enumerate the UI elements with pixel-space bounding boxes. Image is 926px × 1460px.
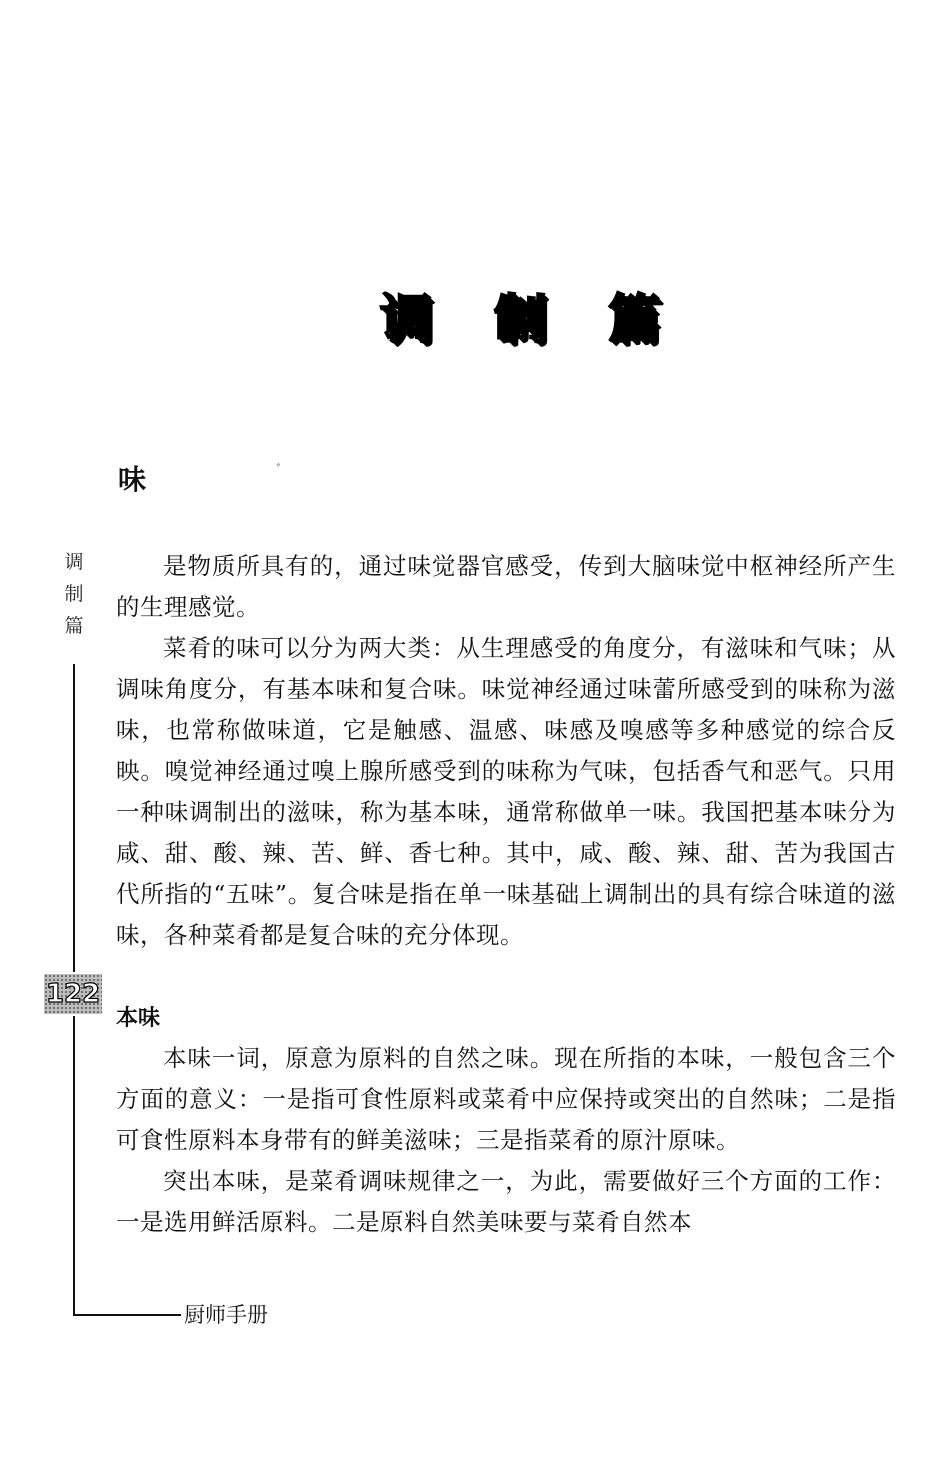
sub-heading: 本味 — [116, 1006, 161, 1031]
margin-rule-top — [73, 664, 75, 972]
side-chapter-label — [62, 546, 86, 642]
chapter-title — [380, 288, 660, 352]
benwei-text-block — [116, 1038, 896, 1243]
side-label-char: 调 — [64, 551, 84, 573]
section-heading: 味 — [118, 463, 147, 496]
chapter-title-char: 篇 — [607, 290, 660, 350]
chapter-title-char: 制 — [493, 290, 546, 350]
page-number-badge: 122 — [44, 974, 102, 1014]
paragraph: 菜肴的味可以分为两大类：从生理感受的角度分，有滋味和气味；从调味角度分，有基本味和复合味。味觉神经通过味蕾所感受到的味称为滋味，也常称做味道，它是触感、温感、味感及嗅感等多种感觉的综合反映。嗅觉神经通过嗅上腺所感受到的味称为气味，包括香气和恶气。只用一种味调制出的滋味，称为基本味，通常称做单一味。我国把基本味分为咸、甜、酸、辣、苦、鲜、香七种。其中，咸、酸、辣、甜、苦为我国古代所指的“五味”。复合味是指在单一味基础上调制出的具有综合味道的滋味，各种菜肴都是复合味的充分体现。 — [116, 634, 896, 949]
footer-book-title: 厨师手册 — [184, 1303, 268, 1327]
chapter-title-char: 调 — [380, 290, 433, 350]
margin-rule-bottom — [73, 1016, 75, 1316]
scan-speck: ﾞ — [276, 463, 283, 479]
footer-rule — [73, 1314, 181, 1316]
main-text-block — [116, 546, 896, 956]
paragraph: 是物质所具有的，通过味觉器官感受，传到大脑味觉中枢神经所产生的生理感觉。 — [116, 552, 896, 621]
paragraph: 突出本味，是菜肴调味规律之一，为此，需要做好三个方面的工作：一是选用鲜活原料。二是原料自然美味要与菜肴自然本 — [116, 1167, 896, 1236]
paragraph: 本味一词，原意为原料的自然之味。现在所指的本味，一般包含三个方面的意义：一是指可食性原料或菜肴中应保持或突出的自然味；二是指可食性原料本身带有的鲜美滋味；三是指菜肴的原汁原味。 — [116, 1044, 896, 1154]
side-label-char: 篇 — [64, 615, 84, 637]
side-label-char: 制 — [64, 583, 84, 605]
